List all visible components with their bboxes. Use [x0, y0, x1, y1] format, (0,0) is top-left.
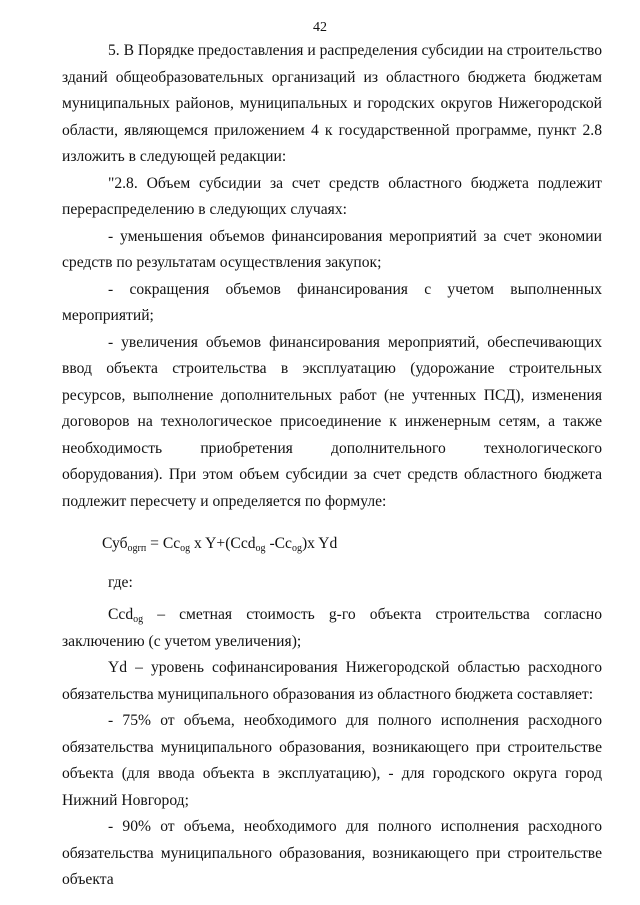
ccd-symbol-index: og: [133, 614, 144, 625]
paragraph-2-8: "2.8. Объем субсидии за счет средств областного бюджета подлежит перераспределению в следующих случаях:: [62, 174, 602, 218]
formula-part-2: x Y+(Ccd: [190, 535, 256, 552]
paragraph-90-percent: - 90% от объема, необходимого для полного исполнения расходного обязательства муниципального образования, возникающего при строительстве объекта: [62, 818, 602, 888]
subsidy-formula: [62, 531, 602, 558]
yd-definition: Yd – уровень софинансирования Нижегородской областью расходного обязательства муниципального образования из областного бюджета составляет:: [62, 659, 602, 703]
ccd-definition-text: – сметная стоимость g-го объекта строительства согласно заключению (с учетом увеличения);: [62, 606, 602, 650]
ccd-definition: [62, 602, 602, 655]
where-label: где:: [108, 573, 133, 591]
paragraph-item-5: 5. В Порядке предоставления и распределения субсидии на строительство зданий общеобразовательных организаций из областного бюджета бюджетам муниципальных районов, муниципальных и городских округов Нижегородской области, являющемся приложением 4 к государственной программе, пункт 2.8 изложить в следующей редакции:: [62, 42, 602, 165]
ccd-symbol-base: Ccd: [108, 606, 134, 623]
paragraph-savings: - уменьшения объемов финансирования мероприятий за счет экономии средств по результатам осуществления закупок;: [62, 227, 602, 271]
paragraph-75-percent: - 75% от объема, необходимого для полного исполнения расходного обязательства муниципального образования, возникающего при строительстве объекта (для ввода объекта в эксплуатацию), - для городского округа город Нижний Новгород;: [62, 712, 602, 809]
paragraph-reduction: - сокращения объемов финансирования с учетом выполненных мероприятий;: [62, 280, 602, 324]
formula-sub-index: ogrп: [127, 543, 147, 554]
formula-cc-index-2: og: [291, 543, 302, 554]
formula-part-1: = Cc: [146, 535, 181, 552]
document-body: [62, 38, 602, 894]
formula-sub-base: Суб: [102, 535, 128, 552]
formula-part-3: -Cc: [265, 535, 292, 552]
paragraph-increase: - увеличения объемов финансирования мероприятий, обеспечивающих ввод объекта строительства в эксплуатацию (удорожание строительных ресурсов, выполнение дополнительных работ (не учтенных ПСД), изменения договоров на технологическое присоединение к инженерным сетям, а также необходимость приобретения дополнительного технологического оборудования). При этом объем субсидии за счет средств областного бюджета подлежит пересчету и определяется по формуле:: [62, 333, 602, 510]
formula-cc-index-1: og: [180, 543, 191, 554]
page-number: 42: [313, 20, 327, 35]
formula-ccd-index: og: [255, 543, 266, 554]
formula-part-4: )x Yd: [301, 535, 338, 552]
